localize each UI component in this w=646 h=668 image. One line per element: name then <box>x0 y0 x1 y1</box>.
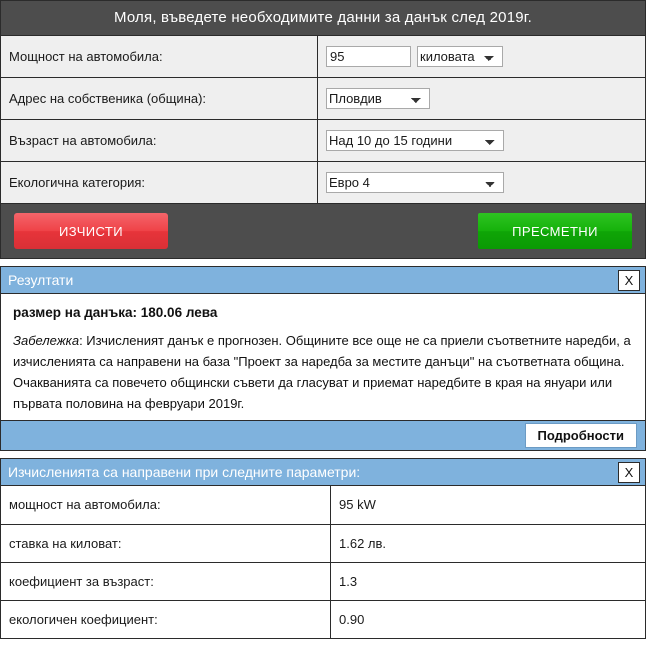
clear-button[interactable]: ИЗЧИСТИ <box>14 213 168 249</box>
control-age <box>318 120 645 161</box>
table-row <box>1 486 645 524</box>
param-key: екологичен коефициент: <box>1 600 331 638</box>
parameters-panel <box>0 458 646 639</box>
results-body <box>1 294 645 420</box>
close-icon[interactable]: X <box>618 462 640 483</box>
table-row <box>1 600 645 638</box>
calculate-button[interactable]: ПРЕСМЕТНИ <box>478 213 632 249</box>
table-row <box>1 524 645 562</box>
form-rows <box>1 36 645 204</box>
parameters-panel-title: Изчисленията са направени при следните параметри: <box>8 464 361 480</box>
close-icon[interactable]: X <box>618 270 640 291</box>
power-input[interactable] <box>326 46 411 67</box>
parameters-table-body <box>1 486 645 638</box>
results-panel-title: Резултати <box>8 272 74 288</box>
control-power <box>318 36 645 77</box>
results-note <box>13 330 633 414</box>
param-value: 95 kW <box>331 486 646 524</box>
param-value: 1.3 <box>331 562 646 600</box>
control-municipality <box>318 78 645 119</box>
label-power: Мощност на автомобила: <box>1 36 318 77</box>
note-text: : Изчисленият данък е прогнозен. Общините все още не са приели съответните наредби, а изчисленията са направени на база "Проект за наредба за местите данъци" на съответната община. Очакванията са повечето общински съвети да гласуват и приемат наредбите в края на януари или първата половина на февруари 2019г. <box>13 333 631 411</box>
car-age-select[interactable] <box>326 130 504 151</box>
parameters-table <box>1 486 645 638</box>
power-unit-select[interactable] <box>417 46 503 67</box>
param-value: 0.90 <box>339 611 365 627</box>
label-municipality: Адрес на собственика (община): <box>1 78 318 119</box>
tax-input-form-panel <box>0 0 646 259</box>
control-eco-category <box>318 162 645 203</box>
param-value: 1.62 лв. <box>331 524 646 562</box>
details-button[interactable]: Подробности <box>525 423 638 448</box>
form-button-bar <box>1 204 645 258</box>
param-key: коефициент за възраст: <box>1 562 331 600</box>
table-row <box>1 562 645 600</box>
form-row-eco-category <box>1 162 645 204</box>
municipality-select[interactable] <box>326 88 430 109</box>
label-eco-category: Екологична категория: <box>1 162 318 203</box>
form-row-age <box>1 120 645 162</box>
results-panel-header <box>1 267 645 294</box>
param-key: мощност на автомобила: <box>1 486 331 524</box>
param-key: ставка на киловат: <box>1 524 331 562</box>
results-panel <box>0 266 646 451</box>
results-footer <box>1 420 645 450</box>
tax-amount-value: размер на данъка: 180.06 лева <box>13 305 218 320</box>
form-panel-title: Моля, въведете необходимите данни за данък след 2019г. <box>1 1 645 36</box>
parameters-panel-header <box>1 459 645 486</box>
eco-category-select[interactable] <box>326 172 504 193</box>
label-age: Възраст на автомобила: <box>1 120 318 161</box>
form-row-power <box>1 36 645 78</box>
note-label: Забележка <box>13 333 80 348</box>
form-row-municipality <box>1 78 645 120</box>
